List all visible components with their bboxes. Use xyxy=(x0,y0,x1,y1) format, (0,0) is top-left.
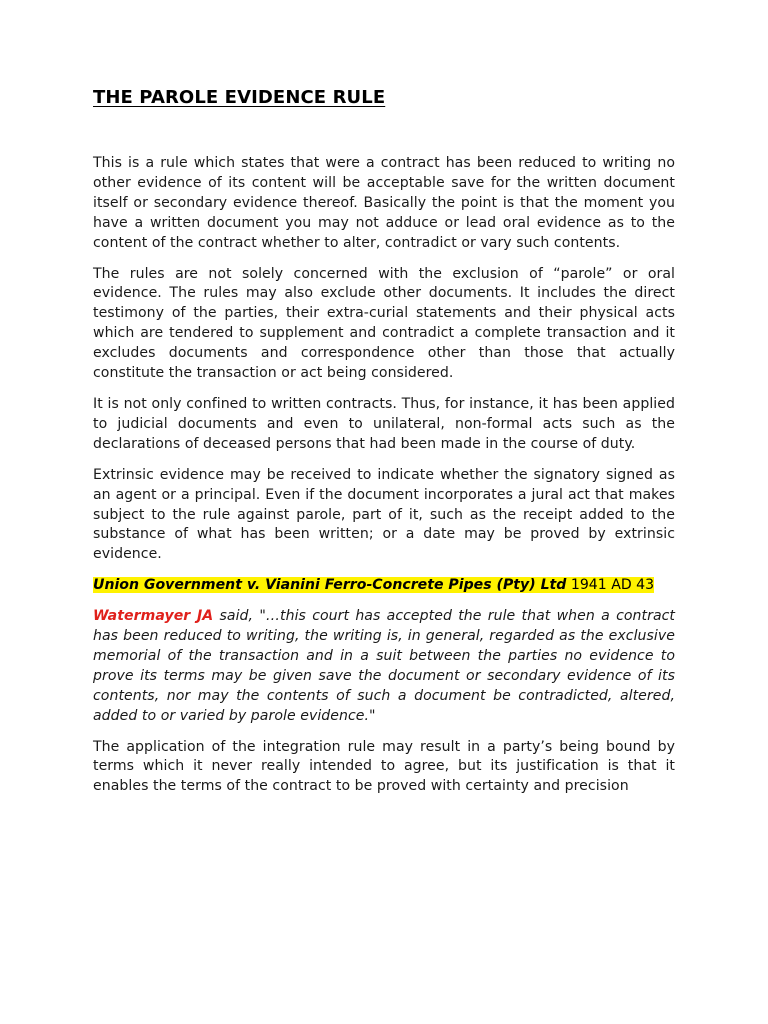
document-title: THE PAROLE EVIDENCE RULE xyxy=(93,87,386,108)
case-heading xyxy=(93,576,675,596)
paragraph-integration-rule: The application of the integration rule may result in a party’s being bound by terms which it never really intended to agree, but its justification is that it enables the terms of the contract to be proved with certainty and precision xyxy=(93,738,675,795)
quote-said: said, xyxy=(213,608,260,625)
quote-text: "…this court has accepted the rule that when a contract has been reduced to writing, the writing is, in general, regarded as the exclusive memorial of the transaction and in a suit between the parties no evidence to prove its terms may be given save the document or secondary evidence of its contents, nor may the contents of such a document be contradicted, altered, added to or varied by parole evidence." xyxy=(93,608,675,724)
paragraph-application: It is not only confined to written contracts. Thus, for instance, it has been applied to judicial documents and even to unilateral, non-formal acts such as the declarations of deceased persons that had been made in the course of duty. xyxy=(93,395,675,452)
judge-name: Watermayer JA xyxy=(93,608,214,625)
case-citation: 1941 AD 43 xyxy=(566,577,655,594)
case-name: Union Government v. Vianini Ferro-Concrete Pipes (Pty) Ltd xyxy=(93,577,567,594)
case-highlight xyxy=(93,577,654,593)
paragraph-extrinsic-evidence: Extrinsic evidence may be received to indicate whether the signatory signed as an agent or a principal. Even if the document incorporates a jural act that makes subject to the rule against parole, part of it, such as the receipt added to the substance of what has been written; or a date may be proved by extrinsic evidence. xyxy=(93,466,675,563)
judicial-quote-paragraph xyxy=(93,607,675,726)
paragraph-scope: The rules are not solely concerned with the exclusion of “parole” or oral evidence. The rules may also exclude other documents. It includes the direct testimony of the parties, their extra-curial statements and their physical acts which are tendered to supplement and contradict a complete transaction and it excludes documents and correspondence other than those that actually constitute the transaction or act being considered. xyxy=(93,265,675,382)
paragraph-definition: This is a rule which states that were a contract has been reduced to writing no other evidence of its content will be acceptable save for the written document itself or secondary evidence thereof. Basically the point is that the moment you have a written document you may not adduce or lead oral evidence as to the content of the contract whether to alter, contradict or vary such contents. xyxy=(93,155,675,251)
